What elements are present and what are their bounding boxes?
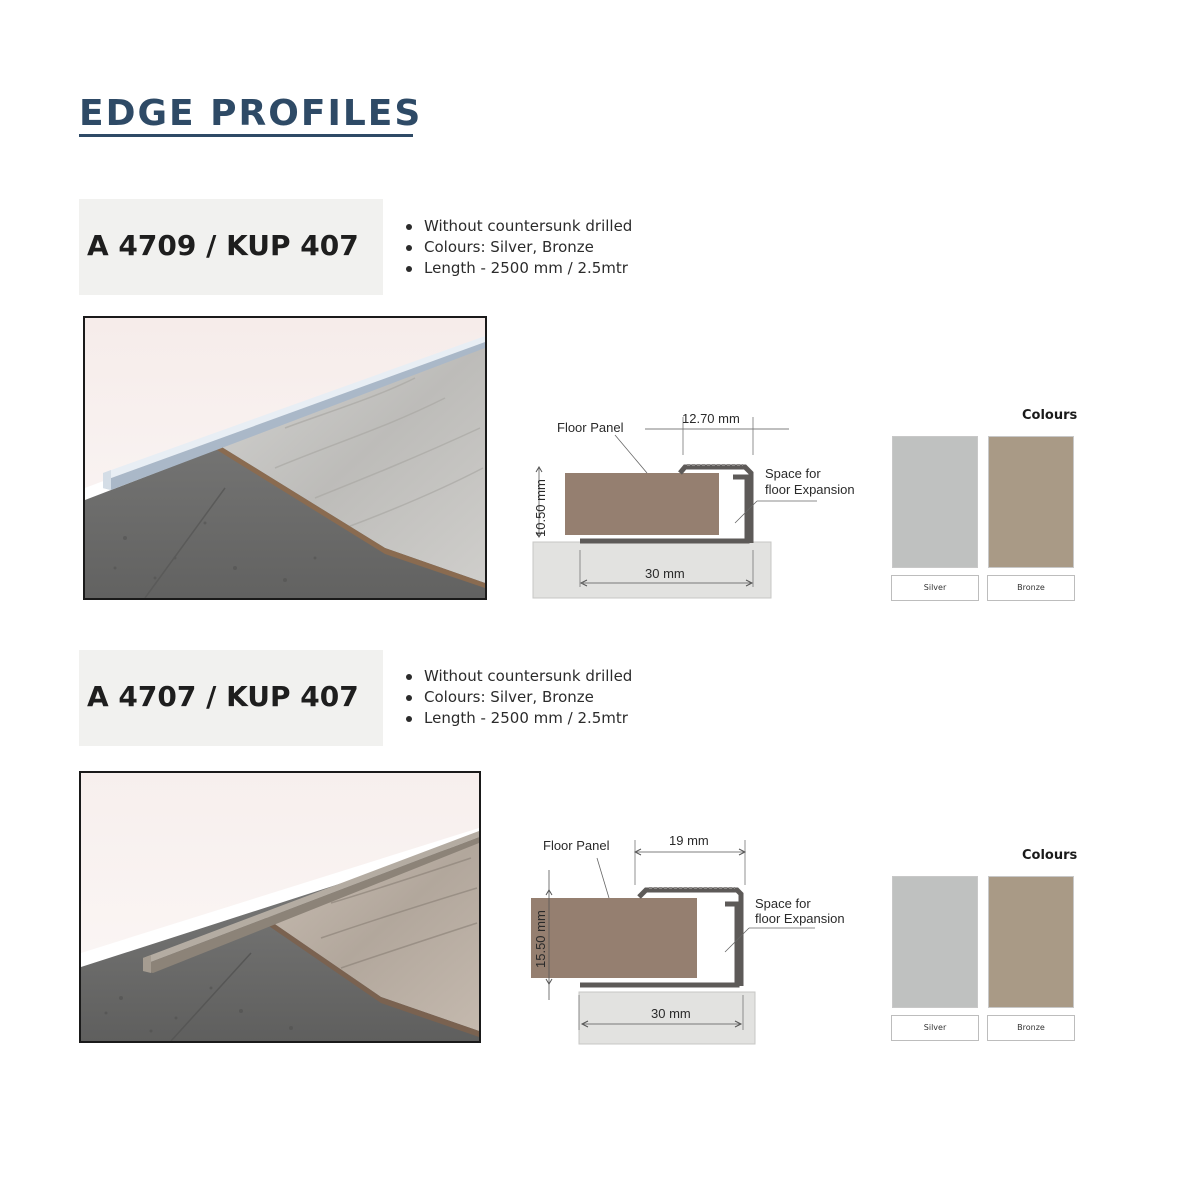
- product-code-box: [79, 199, 383, 295]
- product-code-box: [79, 650, 383, 746]
- base-dimension: 30 mm: [651, 1006, 691, 1021]
- expansion-label: Space for: [765, 466, 821, 481]
- expansion-label: floor Expansion: [755, 911, 845, 926]
- swatch-label-bronze: Bronze: [987, 575, 1075, 601]
- bronze-swatch: [988, 436, 1074, 568]
- profile-diagram: [525, 830, 870, 1050]
- feature-list: [405, 666, 632, 729]
- swatch-label-bronze: Bronze: [987, 1015, 1075, 1041]
- feature-item: Colours: Silver, Bronze: [405, 237, 632, 258]
- silver-swatch: [892, 876, 978, 1008]
- feature-item: Colours: Silver, Bronze: [405, 687, 632, 708]
- product-photo: [83, 316, 487, 600]
- feature-item: Length - 2500 mm / 2.5mtr: [405, 258, 632, 279]
- swatch-label-silver: Silver: [891, 1015, 979, 1041]
- feature-item: Without countersunk drilled: [405, 216, 632, 237]
- product-code: A 4707 / KUP 407: [87, 680, 359, 713]
- silver-swatch: [892, 436, 978, 568]
- base-dimension: 30 mm: [645, 566, 685, 581]
- bronze-swatch: [988, 876, 1074, 1008]
- colours-heading: Colours: [1022, 848, 1078, 863]
- colours-heading: Colours: [1022, 408, 1078, 423]
- top-dimension: 12.70 mm: [682, 411, 740, 426]
- top-dimension: 19 mm: [669, 833, 709, 848]
- feature-list: [405, 216, 632, 279]
- title-underline: [79, 134, 413, 137]
- page-title: EDGE PROFILES: [79, 93, 423, 134]
- expansion-label: Space for: [755, 896, 811, 911]
- height-dimension: 10.50 mm: [533, 479, 548, 537]
- profile-diagram: [525, 405, 870, 605]
- feature-item: Length - 2500 mm / 2.5mtr: [405, 708, 632, 729]
- expansion-label: floor Expansion: [765, 482, 855, 497]
- feature-item: Without countersunk drilled: [405, 666, 632, 687]
- floor-panel-label: Floor Panel: [543, 838, 610, 853]
- product-photo: [79, 771, 481, 1043]
- height-dimension: 15.50 mm: [533, 910, 548, 968]
- floor-panel-label: Floor Panel: [557, 420, 624, 435]
- product-code: A 4709 / KUP 407: [87, 229, 359, 262]
- swatch-label-silver: Silver: [891, 575, 979, 601]
